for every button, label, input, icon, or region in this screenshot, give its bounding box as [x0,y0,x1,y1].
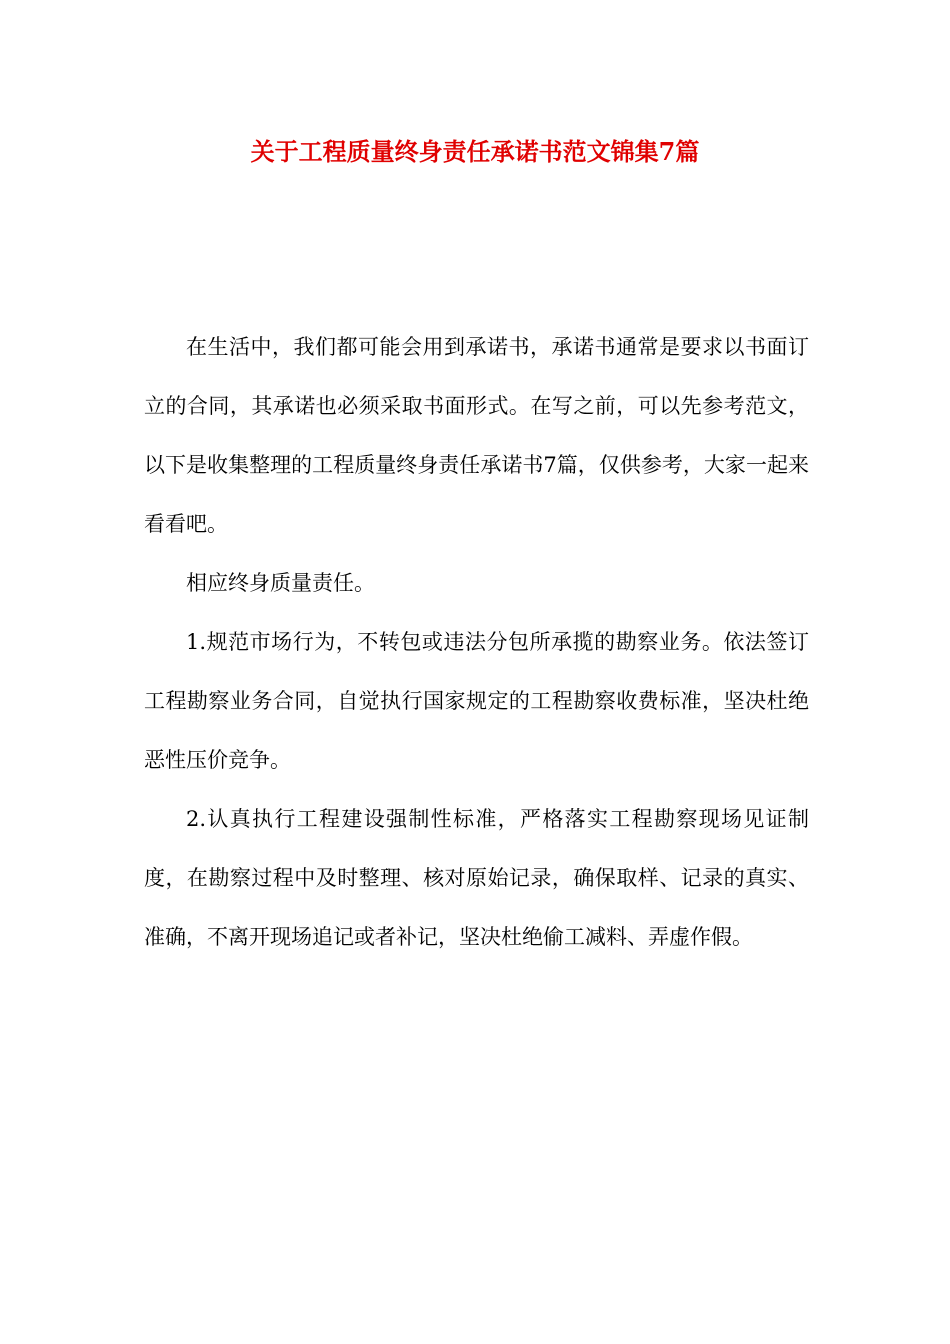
document-body [144,318,809,967]
document-title: 关于工程质量终身责任承诺书范文锦集7篇 [250,137,700,166]
paragraph-item-2: 2.认真执行工程建设强制性标准，严格落实工程勘察现场见证制度，在勘察过程中及时整理、核对原始记录，确保取样、记录的真实、准确，不离开现场追记或者补记，坚决杜绝偷工减料、弄虚作假。 [144,807,809,949]
paragraph-intro: 在生活中，我们都可能会用到承诺书，承诺书通常是要求以书面订立的合同，其承诺也必须采取书面形式。在写之前，可以先参考范文，以下是收集整理的工程质量终身责任承诺书7篇，仅供参考，大家一起来看看吧。 [144,335,809,536]
paragraph-item-1: 1.规范市场行为，不转包或违法分包所承揽的勘察业务。依法签订工程勘察业务合同，自觉执行国家规定的工程勘察收费标准，坚决杜绝恶性压价竞争。 [144,630,809,772]
paragraph-responsibility: 相应终身质量责任。 [186,571,375,595]
